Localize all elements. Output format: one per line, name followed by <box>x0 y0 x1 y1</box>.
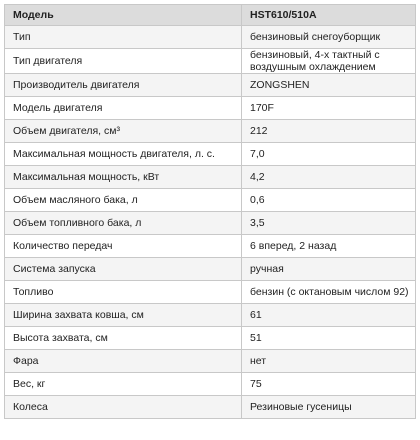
param-cell: Количество передач <box>5 235 242 258</box>
header-param-cell: Модель <box>5 5 242 26</box>
value-cell: бензин (с октановым числом 92) <box>242 281 416 304</box>
param-cell: Ширина захвата ковша, см <box>5 304 242 327</box>
table-row <box>5 143 416 166</box>
table-row <box>5 396 416 419</box>
value-cell: 0,6 <box>242 189 416 212</box>
table-row <box>5 49 416 74</box>
table-row <box>5 189 416 212</box>
table-row <box>5 166 416 189</box>
param-cell: Высота захвата, см <box>5 327 242 350</box>
table-row <box>5 327 416 350</box>
value-cell: 170F <box>242 97 416 120</box>
value-cell: 51 <box>242 327 416 350</box>
value-cell: 212 <box>242 120 416 143</box>
table-row <box>5 304 416 327</box>
param-cell: Вес, кг <box>5 373 242 396</box>
value-cell: Резиновые гусеницы <box>242 396 416 419</box>
value-cell: бензиновый снегоуборщик <box>242 26 416 49</box>
spec-table-body <box>5 26 416 419</box>
value-cell: 3,5 <box>242 212 416 235</box>
table-row <box>5 350 416 373</box>
table-row <box>5 281 416 304</box>
value-cell: 6 вперед, 2 назад <box>242 235 416 258</box>
header-row <box>5 5 416 26</box>
value-cell: ZONGSHEN <box>242 74 416 97</box>
table-row <box>5 26 416 49</box>
param-cell: Топливо <box>5 281 242 304</box>
value-cell: 7,0 <box>242 143 416 166</box>
value-cell: бензиновый, 4-х тактный с воздушным охлаждением <box>242 49 416 74</box>
param-cell: Система запуска <box>5 258 242 281</box>
value-cell: ручная <box>242 258 416 281</box>
spec-table <box>4 4 416 419</box>
value-cell: нет <box>242 350 416 373</box>
param-cell: Объем топливного бака, л <box>5 212 242 235</box>
value-cell: 75 <box>242 373 416 396</box>
param-cell: Производитель двигателя <box>5 74 242 97</box>
param-cell: Максимальная мощность двигателя, л. с. <box>5 143 242 166</box>
table-row <box>5 373 416 396</box>
header-value-cell: HST610/510A <box>242 5 416 26</box>
table-row <box>5 120 416 143</box>
spec-table-header <box>5 5 416 26</box>
param-cell: Модель двигателя <box>5 97 242 120</box>
param-cell: Максимальная мощность, кВт <box>5 166 242 189</box>
param-cell: Тип <box>5 26 242 49</box>
param-cell: Объем двигателя, см³ <box>5 120 242 143</box>
table-row <box>5 258 416 281</box>
table-row <box>5 97 416 120</box>
value-cell: 61 <box>242 304 416 327</box>
param-cell: Фара <box>5 350 242 373</box>
table-row <box>5 74 416 97</box>
table-row <box>5 212 416 235</box>
param-cell: Объем масляного бака, л <box>5 189 242 212</box>
param-cell: Тип двигателя <box>5 49 242 74</box>
value-cell: 4,2 <box>242 166 416 189</box>
param-cell: Колеса <box>5 396 242 419</box>
table-row <box>5 235 416 258</box>
